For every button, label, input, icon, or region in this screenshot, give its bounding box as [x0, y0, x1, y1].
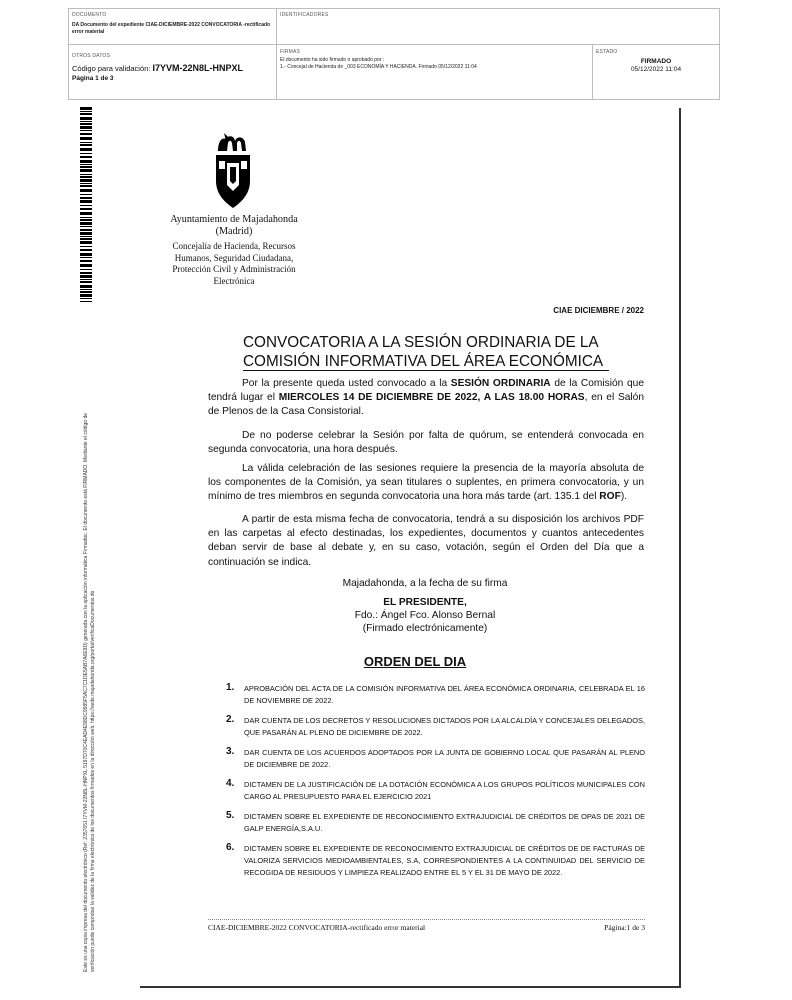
barcode [80, 107, 92, 302]
agenda-item-text: DAR CUENTA DE LOS ACUERDOS ADOPTADOS POR LA JUNTA DE GOBIERNO LOCAL QUE PASARÁN AL PLENO DE DICIEMBRE DE 2022. [244, 748, 645, 769]
agenda-item [226, 682, 645, 707]
place-date: Majadahonda, a la fecha de su firma [342, 578, 508, 589]
paragraph-convocation [208, 377, 644, 420]
org-line-2: (Madrid) [215, 226, 253, 238]
title-underline [243, 370, 609, 371]
agenda-item-number: 2. [226, 714, 235, 725]
agenda-item [226, 778, 645, 803]
footer-left: CIAE-DICIEMBRE-2022 CONVOCATORIA-rectificado error material [208, 923, 426, 932]
agenda-item-text: DICTAMEN SOBRE EL EXPEDIENTE DE RECONOCIMIENTO EXTRAJUDICIAL DE CRÉDITOS DE OPAS DE 2021 DE GALP ENERGÍA,S.A.U. [244, 812, 645, 833]
signer-note: (Firmado electrónicamente) [362, 623, 488, 634]
agenda-item-text: DICTAMEN SOBRE EL EXPEDIENTE DE RECONOCIMIENTO EXTRAJUDICIAL DE CRÉDITOS DE DE FACTURAS DE VALORIZA SERVICIOS MEDIOAMBIENTALES, S.A, CORRESPONDIENTES A LA CONTINUIDAD DEL SERVICIO DE RECOGIDA DE RESIDUOS Y LIMPIEZA REALIZADO ENTRE EL 5 Y EL 31 DE MAYO DE 2022. [244, 844, 645, 877]
agenda-item-number: 4. [226, 778, 235, 789]
p3-text-a: La válida celebración de las sesiones requiere la presencia de la mayoría absoluta de los componentes de la Comisión, ya sean titulares o suplentes, en primera convocatoria, y un mínimo de tres miembros en segunda convocatoria una hora más tarde (art. 135.1 del [208, 463, 644, 503]
codigo-value: I7YVM-22N8L-HNPXL [152, 63, 244, 73]
reference-code: CIAE DICIEMBRE / 2022 [553, 306, 644, 315]
documento-value: DA Documento del expediente CIAE-DICIEMBRE-2022 CONVOCATORIA -rectificado error material [72, 22, 271, 35]
signer-name: Fdo.: Ángel Fco. Alonso Bernal [354, 610, 496, 621]
estado-date: 05/12/2022 11:04 [630, 66, 682, 73]
agenda-item [226, 810, 645, 835]
majadahonda-coat-of-arms-icon [212, 133, 254, 209]
paragraph-documents: A partir de esta misma fecha de convocatoria, tendrá a su disposición los archivos PDF en las carpetas al efecto destinadas, los expedientes, documentos y cuantos antecedentes deban servir de base al debate y, en su caso, votación, según el Orden del Día que a continuación se indica. [208, 514, 644, 568]
agenda-item-number: 3. [226, 746, 235, 757]
title-line-1: CONVOCATORIA A LA SESIÓN ORDINARIA DE LA [243, 334, 599, 351]
agenda-item-number: 5. [226, 810, 235, 821]
agenda-item [226, 714, 645, 739]
side-validation-text-2: verificación puede comprobar la validez de la firma electrónica de los documentos firmados en la dirección web: https://sede.majadahonda.org/portal/verificaDocumentos.do [90, 590, 96, 972]
pagina-label: Página 1 de 3 [72, 75, 114, 82]
firmas-line-1: El documento ha sido firmado o aprobado por : [280, 57, 385, 63]
firmas-label: FIRMAS [280, 49, 301, 55]
p3-text-c: ). [620, 491, 628, 503]
paragraph-quorum: De no poderse celebrar la Sesión por falta de quórum, se entenderá convocada en segunda convocatoria, una hora después. [208, 430, 644, 456]
documento-label: DOCUMENTO [72, 12, 107, 18]
p3-rof: ROF [599, 491, 621, 503]
otros-datos-cell [69, 45, 277, 99]
codigo-validacion [72, 63, 243, 73]
firmas-cell [277, 45, 593, 99]
org-line-1: Ayuntamiento de Majadahonda [170, 214, 298, 225]
signature-stamp-table [68, 8, 720, 100]
p1-session-type: SESIÓN ORDINARIA [450, 378, 551, 389]
agenda-item-text: DAR CUENTA DE LOS DECRETOS Y RESOLUCIONES DICTADOS POR LA ALCALDÍA Y CONCEJALES DELEGADOS, QUE PASARÁN AL PLENO DE DICIEMBRE DE 2022. [244, 716, 645, 737]
identificadores-label: IDENTIFICADORES [280, 12, 329, 18]
p1-text-a: Por la presente queda usted convocado a la [242, 378, 451, 389]
dept-name [150, 241, 318, 287]
dept-line-3: Protección Civil y Administración [172, 264, 296, 275]
identificadores-cell [277, 9, 719, 45]
dept-line-4: Electrónica [213, 275, 255, 286]
title-line-2: COMISIÓN INFORMATIVA DEL ÁREA ECONÓMICA [243, 353, 604, 370]
agenda-item-text: APROBACIÓN DEL ACTA DE LA COMISIÓN INFORMATIVA DEL ÁREA ECONÓMICA ORDINARIA, CELEBRADA EL 16 DE NOVIEMBRE DE 2022. [244, 684, 645, 705]
agenda-list [226, 682, 645, 887]
agenda-title: ORDEN DEL DIA [363, 654, 467, 669]
signer-title: EL PRESIDENTE, [383, 597, 467, 608]
p1-text-c: de la Comisión que tendrá lugar el [208, 378, 645, 404]
otros-datos-label: OTROS DATOS [72, 53, 111, 59]
paragraph-validity [208, 462, 644, 505]
document-title [243, 333, 603, 371]
agenda-item [226, 746, 645, 771]
agenda-item-text: DICTAMEN DE LA JUSTIFICACIÓN DE LA DOTACIÓN ECONÓMICA A LOS GRUPOS POLÍTICOS MUNICIPALES CON CARGO AL PRESUPUESTO PARA EL EJERCICIO 2021 [244, 780, 645, 801]
p1-date-time: MIERCOLES 14 DE DICIEMBRE DE 2022, A LAS 18.00 HORAS [278, 392, 585, 404]
estado-value: FIRMADO [640, 58, 672, 65]
agenda-item-number: 6. [226, 842, 235, 853]
estado-label: ESTADO [596, 49, 618, 55]
documento-cell [69, 9, 277, 45]
agenda-item [226, 842, 645, 879]
dept-line-1: Concejalía de Hacienda, Recursos [172, 241, 296, 251]
org-name [150, 214, 318, 239]
side-validation-text-1: Este es una copia impresa del documento electrónico (Ref: 2357651 I7YVM-22N8L-HNPXL 5197D70C4EAD4E98DC9985F5AC7C1DE5AB7A6E9D) generada con la aplicación informática Firmadoc. El documento está FIRMADO. Mediante el código de [83, 412, 89, 972]
p1-text-e: , en el Salón de Plenos de la Casa Consistorial. [208, 392, 645, 418]
footer-divider [208, 919, 645, 920]
estado-cell [593, 45, 719, 99]
footer-page-number: Página:1 de 3 [604, 923, 645, 932]
agenda-item-number: 1. [226, 682, 235, 693]
codigo-label: Código para validación: [72, 64, 151, 73]
dept-line-2: Humanos, Seguridad Ciudadana, [174, 252, 294, 263]
firmas-line-2: 1.- Concejal de Hacienda de _003 ECONOMÍA Y HACIENDA. Firmado 05/12/2022 11:04 [280, 64, 477, 70]
